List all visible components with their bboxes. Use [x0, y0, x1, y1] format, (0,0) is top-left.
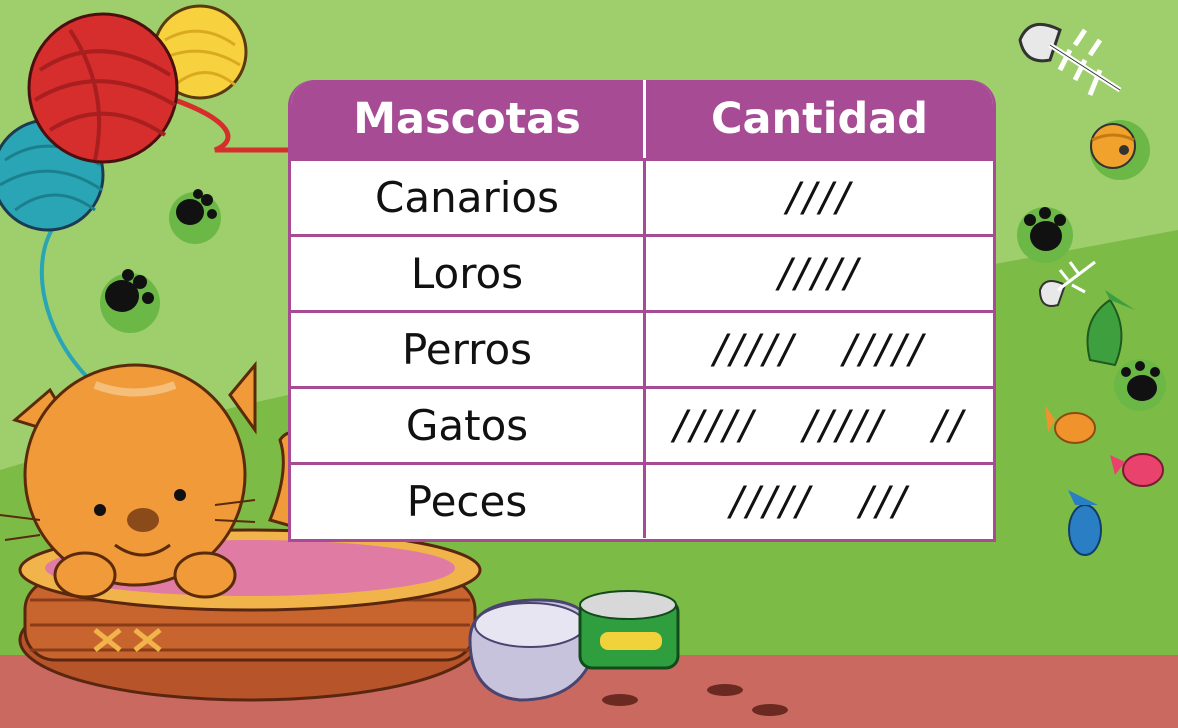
table-row [291, 310, 993, 386]
paw-print-right-1 [1017, 207, 1073, 263]
pet-name: Gatos [291, 389, 646, 462]
bell-icon [1090, 120, 1150, 180]
pet-name: Loros [291, 237, 646, 310]
pet-tally-table [288, 80, 996, 542]
header-cantidad: Cantidad [710, 94, 929, 144]
paw-print-right-2 [1114, 359, 1166, 411]
table-row [291, 158, 993, 234]
table-row [291, 462, 993, 538]
table-row [291, 234, 993, 310]
tally-marks: //// [786, 174, 853, 221]
tally-marks: ///// ///// // [673, 402, 966, 449]
tally-marks: ///// /// [730, 478, 909, 525]
tally-marks: ///// [778, 250, 861, 297]
table-header [291, 80, 993, 158]
food-can-illustration [580, 591, 678, 668]
table-row [291, 386, 993, 462]
tally-marks: ///// ///// [713, 326, 926, 373]
pet-name: Perros [291, 313, 646, 386]
pet-name: Peces [291, 465, 646, 538]
pet-name: Canarios [291, 161, 646, 234]
header-mascotas: Mascotas [291, 80, 646, 158]
